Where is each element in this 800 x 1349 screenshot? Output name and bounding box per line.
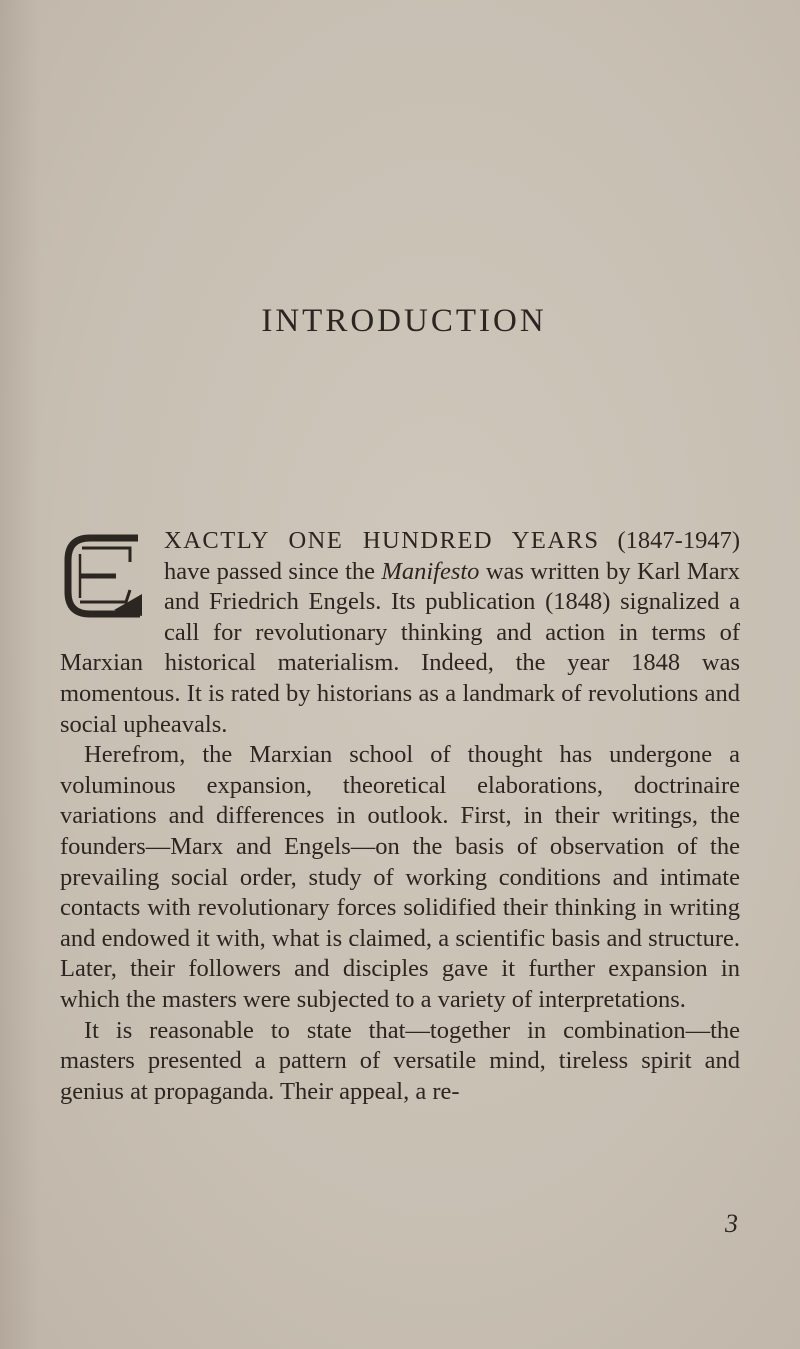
paragraph-1-part-b: was written by Karl Marx and Friedrich Engels. Its publication (1848) signalized a call for revolutionary thinking and action in terms of Marxian historical materialism. Indeed, the year 1848 was momentous. It is rated by historians as a landmark of revolutions and social upheavals. — [60, 557, 740, 738]
page-number: 3 — [725, 1209, 738, 1238]
drop-cap-e — [60, 532, 150, 618]
manifesto-title: Manifesto — [381, 557, 480, 585]
paragraph-2: Herefrom, the Marxian school of thought has undergone a voluminous expansion, theoretical elaborations, doctrinaire variations and differences in outlook. First, in their writings, the founders—Marx and Engels—on the basis of observation of the prevailing social order, study of working conditions and intimate contacts with revolutionary forces solidified their thinking in writing and endowed it with, what is claimed, a scientific basis and structure. Later, their followers and disciples gave it further expansion in which the masters were subjected to a variety of interpretations. — [60, 741, 740, 1013]
paragraph-1-part-a: (1847-1947) have passed since the — [164, 527, 740, 585]
opening-words: XACTLY ONE HUNDRED YEARS — [164, 527, 600, 554]
paragraph-3: It is reasonable to state that—together in combination—the masters presented a pattern of versatile mind, tireless spirit and genius at propaganda. Their appeal, a re- — [60, 1016, 740, 1105]
body-text — [60, 526, 740, 1107]
paragraph-1 — [60, 526, 740, 740]
chapter-title: INTRODUCTION — [261, 303, 547, 339]
